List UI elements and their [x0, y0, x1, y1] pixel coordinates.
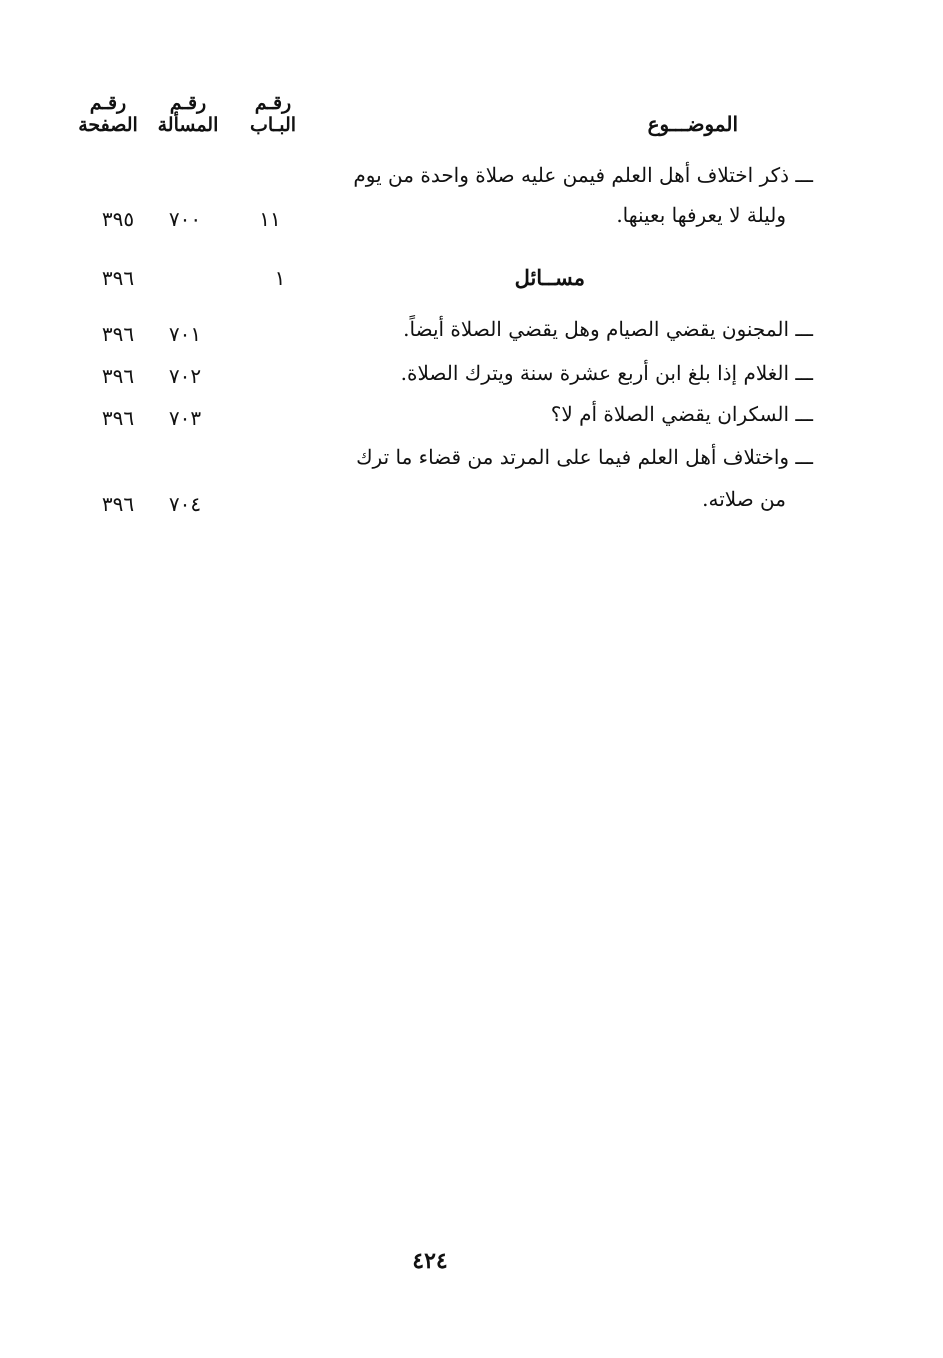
row-topic-line: وليلة لا يعرفها بعينها. — [616, 203, 786, 227]
header-page-line1: رقـم — [89, 92, 127, 114]
row-page-number: ٣٩٦ — [101, 364, 135, 388]
header-page-line2: الصفحة — [78, 114, 138, 136]
row-topic-line: ـــ واختلاف أهل العلم فيما على المرتد من قضاء ما ترك — [356, 445, 813, 469]
row-chapter-number: ١ — [274, 266, 286, 290]
row-page-number: ٣٩٦ — [101, 492, 135, 516]
row-topic-line: من صلاته. — [702, 487, 786, 511]
row-page-number: ٣٩٦ — [101, 322, 135, 346]
row-topic-line: ـــ الغلام إذا بلغ ابن أربع عشرة سنة ويترك الصلاة. — [400, 361, 813, 385]
header-chapter-line2: البـاب — [249, 114, 297, 136]
header-page — [70, 92, 146, 136]
row-topic-line: ـــ ذكر اختلاف أهل العلم فيمن عليه صلاة واحدة من يوم — [353, 163, 813, 187]
header-issue-line2: المسألة — [157, 114, 219, 136]
row-topic-line: ـــ المجنون يقضي الصيام وهل يقضي الصلاة أيضاً. — [403, 317, 813, 341]
row-topic-line: ـــ السكران يقضي الصلاة أم لا؟ — [550, 402, 813, 426]
section-heading: مســائل — [514, 265, 585, 290]
row-issue-number: ٧٠٢ — [168, 364, 202, 388]
header-issue-line1: رقـم — [169, 92, 207, 114]
row-page-number: ٣٩٥ — [101, 207, 135, 231]
page-number: ٤٢٤ — [412, 1248, 448, 1274]
row-chapter-number: ١١ — [259, 207, 281, 231]
row-page-number: ٣٩٦ — [101, 266, 135, 290]
header-chapter — [238, 92, 308, 136]
header-topic: الموضـــوع — [647, 112, 738, 136]
header-chapter-line1: رقـم — [254, 92, 292, 114]
row-page-number: ٣٩٦ — [101, 406, 135, 430]
row-issue-number: ٧٠٤ — [168, 492, 202, 516]
row-issue-number: ٧٠٠ — [168, 207, 202, 231]
row-issue-number: ٧٠١ — [168, 322, 202, 346]
header-issue — [152, 92, 224, 136]
row-issue-number: ٧٠٣ — [168, 406, 202, 430]
